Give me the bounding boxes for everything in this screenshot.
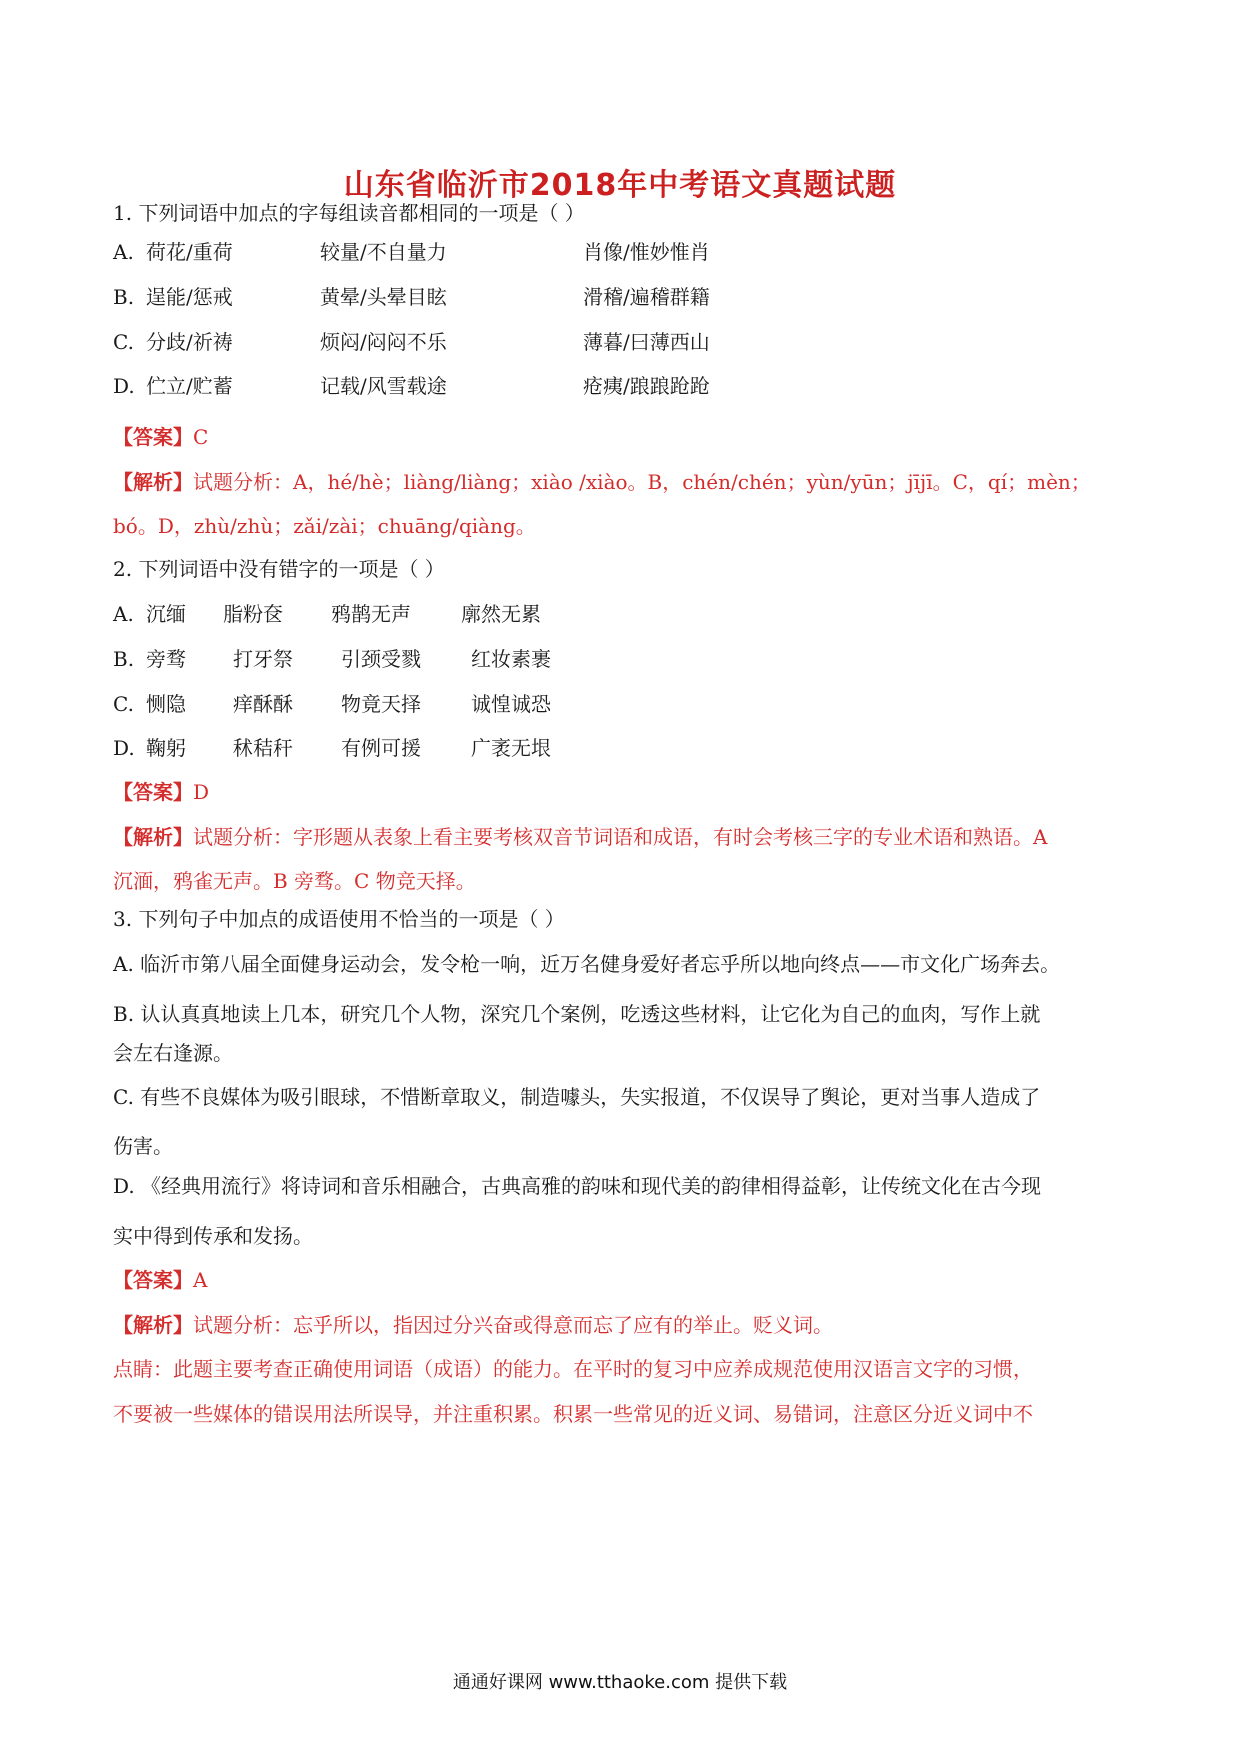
option-col: 广袤无垠 <box>471 736 551 760</box>
option-col: 脂粉奁 <box>223 602 283 626</box>
option-col: 沉缅 <box>146 602 186 626</box>
answer-value: A <box>193 1268 208 1292</box>
q3-option-a: A. 临沂市第八届全面健身运动会，发令枪一响，近万名健身爱好者忘乎所以地向终点——市文化广场奔去。 <box>113 952 1061 976</box>
answer-label: 【答案】 <box>113 425 193 449</box>
q1-analysis: 【解析】试题分析：A，hé/hè；liàng/liàng；xiào /xiào。B，chén/chén；yùn/yūn；jījī。C，qí；mèn； <box>113 470 1091 494</box>
option-col: 记载/风雪载途 <box>320 374 447 398</box>
option-col: 诚惶诚恐 <box>471 692 551 716</box>
page-footer: 通通好课网 www.tthaoke.com 提供下载 <box>452 1672 788 1693</box>
q2-option-d: D. 鞠躬 秫秸秆 有例可援 广袤无垠 <box>113 736 551 760</box>
option-col: 打牙祭 <box>233 647 293 671</box>
q1-stem: 1. 下列词语中加点的字每组读音都相同的一项是（ ） <box>113 201 585 225</box>
option-col: 痒酥酥 <box>233 692 293 716</box>
answer-label: 【答案】 <box>113 780 193 804</box>
option-col: 有例可援 <box>341 736 421 760</box>
q1-option-c: C. 分歧/祈祷 烦闷/闷闷不乐 薄暮/曰薄西山 <box>113 330 710 354</box>
q2-analysis-cont: 沉湎，鸦雀无声。B 旁骛。C 物竞天择。 <box>113 869 476 893</box>
option-col: 烦闷/闷闷不乐 <box>320 330 447 354</box>
analysis-label: 【解析】 <box>113 470 193 494</box>
q2-option-b: B. 旁骛 打牙祭 引颈受戮 红妆素裹 <box>113 647 551 671</box>
answer-value: C <box>193 425 209 449</box>
option-col: 较量/不自量力 <box>320 240 447 264</box>
q2-stem: 2. 下列词语中没有错字的一项是（ ） <box>113 557 445 581</box>
option-col: 红妆素裹 <box>471 647 551 671</box>
answer-value: D <box>193 780 210 804</box>
q2-option-c: C. 恻隐 痒酥酥 物竟天择 诚惶诚恐 <box>113 692 551 716</box>
option-col: 引颈受戮 <box>341 647 421 671</box>
option-col: 荷花/重荷 <box>146 240 233 264</box>
option-col: 滑稽/遍稽群籍 <box>583 285 710 309</box>
option-col: 鸦鹊无声 <box>331 602 411 626</box>
q2-option-a: A. 沉缅 脂粉奁 鸦鹊无声 廓然无累 <box>113 602 541 626</box>
q3-analysis: 【解析】试题分析：忘乎所以，指因过分兴奋或得意而忘了应有的举止。贬义词。 <box>113 1313 833 1337</box>
q1-option-b: B. 逞能/惩戒 黄晕/头晕目眩 滑稽/遍稽群籍 <box>113 285 710 309</box>
option-col: 物竟天择 <box>341 692 421 716</box>
option-col: 肖像/惟妙惟肖 <box>583 240 710 264</box>
q3-stem: 3. 下列句子中加点的成语使用不恰当的一项是（ ） <box>113 907 565 931</box>
q3-tip: 点睛：此题主要考查正确使用词语（成语）的能力。在平时的复习中应养成规范使用汉语言文字的习惯， <box>113 1357 1033 1381</box>
analysis-label: 【解析】 <box>113 825 193 849</box>
q2-answer <box>113 780 209 804</box>
option-col: 廓然无累 <box>461 602 541 626</box>
option-col: 伫立/贮蓄 <box>146 374 233 398</box>
option-col: 恻隐 <box>146 692 186 716</box>
q3-option-c: C. 有些不良媒体为吸引眼球，不惜断章取义，制造噱头，失实报道，不仅误导了舆论，更对当事人造成了 <box>113 1085 1041 1109</box>
q1-option-d: D. 伫立/贮蓄 记载/风雪载途 疮痍/踉踉跄跄 <box>113 374 710 398</box>
option-col: 逞能/惩戒 <box>146 285 233 309</box>
q3-option-b-cont: 会左右逢源。 <box>113 1041 233 1065</box>
q1-answer <box>113 425 208 449</box>
q3-option-d: D. 《经典用流行》将诗词和音乐相融合，古典高雅的韵味和现代美的韵律相得益彰，让传统文化在古今现 <box>113 1174 1042 1198</box>
analysis-label: 【解析】 <box>113 1313 193 1337</box>
q3-tip-cont: 不要被一些媒体的错误用法所误导，并注重积累。积累一些常见的近义词、易错词，注意区分近义词中不 <box>113 1402 1033 1426</box>
option-col: 鞠躬 <box>146 736 186 760</box>
q3-option-b: B. 认认真真地读上几本，研究几个人物，深究几个案例，吃透这些材料，让它化为自己的血肉，写作上就 <box>113 1002 1041 1026</box>
option-col: 薄暮/曰薄西山 <box>583 330 710 354</box>
option-col: 秫秸秆 <box>233 736 293 760</box>
q3-answer <box>113 1268 207 1292</box>
option-col: 分歧/祈祷 <box>146 330 233 354</box>
q1-option-a: A. 荷花/重荷 较量/不自量力 肖像/惟妙惟肖 <box>113 240 710 264</box>
q3-option-c-cont: 伤害。 <box>113 1134 173 1158</box>
option-col: 旁骛 <box>146 647 186 671</box>
q3-option-d-cont: 实中得到传承和发扬。 <box>113 1224 313 1248</box>
page-title: 山东省临沂市2018年中考语文真题试题 <box>343 168 897 203</box>
q1-analysis-cont: bó。D，zhù/zhù；zǎi/zài；chuāng/qiàng。 <box>113 514 536 538</box>
q2-analysis: 【解析】试题分析：字形题从表象上看主要考核双音节词语和成语，有时会考核三字的专业术语和熟语。A <box>113 825 1048 849</box>
option-col: 疮痍/踉踉跄跄 <box>583 374 710 398</box>
answer-label: 【答案】 <box>113 1268 193 1292</box>
option-col: 黄晕/头晕目眩 <box>320 285 447 309</box>
